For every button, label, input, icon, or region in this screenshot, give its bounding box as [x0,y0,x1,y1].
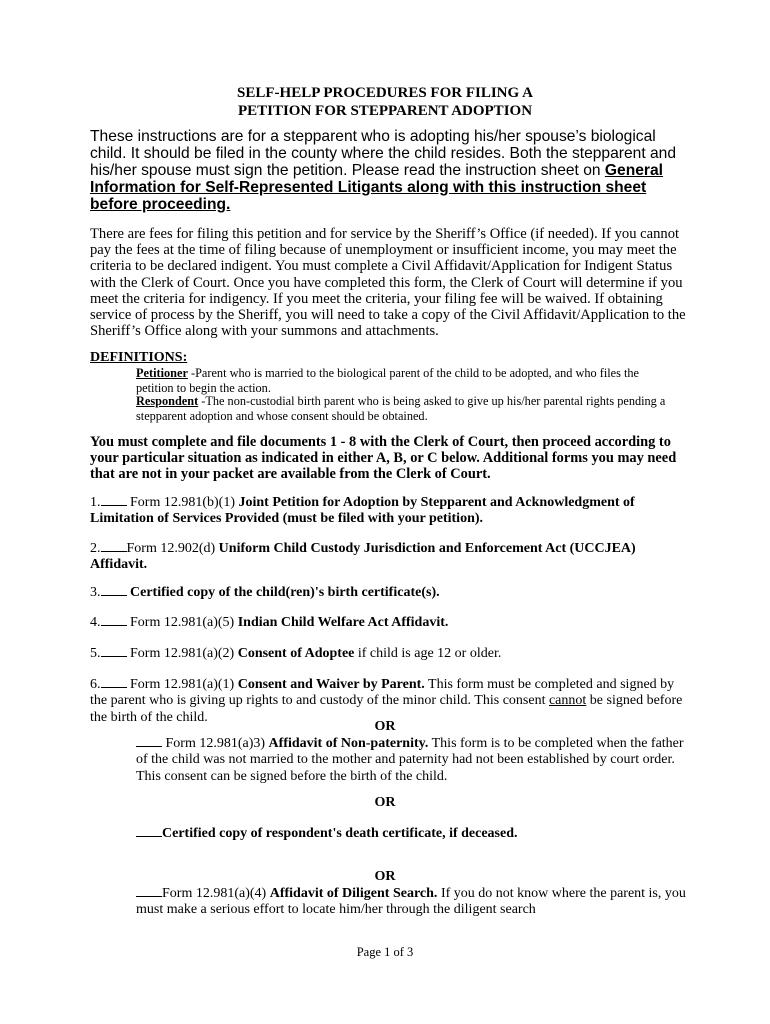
intro-emphasis: General Information for Self-Represented Litigants along with this instruction sheet before proceeding. [90,162,663,213]
check-blank [101,584,127,596]
check-blank [101,614,127,626]
fees-paragraph: There are fees for filing this petition and for service by the Sheriff’s Office (if needed). If you cannot pay the fees at the time of filing because of unemployment or insufficient income, you may meet the criteria to be declared indigent. You must complete a Civil Affidavit/Application for Indigent Status with the Clerk of Court. Once you have completed this form, the Clerk of Court will determine if you meet the criteria for indigency. If you meet the criteria, your filing fee will be waived. If obtaining service of process by the Sheriff, you will need to take a copy of the Civil Affidavit/Application to the Sheriff’s Office along with your summons and attachments. [90,226,686,340]
or-separator-3: OR [374,869,396,884]
form-title: Certified copy of the child(ren)'s birth certificate(s). [126,585,440,600]
definitions-heading [90,350,690,366]
list-item-2 [90,540,690,574]
or-separator-2: OR [374,795,396,810]
definition-petitioner [136,366,676,395]
definitions-heading-colon: : [182,350,188,365]
form-title: Consent and Waiver by Parent. [237,677,425,692]
title-line-2: PETITION FOR STEPPARENT ADOPTION [237,103,533,119]
list-item-1 [90,494,690,528]
item-number: 2. [90,541,101,556]
item-number: 1. [90,495,101,510]
form-number: Form 12.981(b)(1) [126,495,239,510]
form-title: Indian Child Welfare Act Affidavit. [237,615,449,630]
list-item-3 [90,584,690,601]
definitions-heading-text: DEFINITIONS [90,350,183,365]
form-note-emphasis: cannot [548,693,587,709]
or-separator-1: OR [374,719,396,734]
list-item-4 [90,614,690,631]
form-note-end: be signed before the birth of the child. [90,693,683,725]
sub-item-non-paternity [136,735,696,785]
form-number: Form 12.902(d) [126,541,219,556]
form-note: If you do not know where the parent is, you must make a serious effort to locate him/her through the diligent search [136,886,686,918]
definition-text-respondent: -The non-custodial birth parent who is being asked to give up his/her parental rights pending a stepparent adoption and whose consent should be obtained. [136,394,666,423]
item-number: 4. [90,615,101,630]
check-blank [101,540,127,552]
document-title [90,84,680,120]
form-title: Uniform Child Custody Jurisdiction and Enforcement Act (UCCJEA) Affidavit. [90,541,636,573]
form-note: if child is age 12 or older. [354,646,502,661]
check-blank [101,494,127,506]
form-title: Joint Petition for Adoption by Stepparent and Acknowledgment of Limitation of Services Provided (must be filed with your petition). [90,495,635,527]
form-number: Form 12.981(a)3) [162,736,269,751]
item-number: 5. [90,646,101,661]
must-complete-paragraph: You must complete and file documents 1 - 8 with the Clerk of Court, then proceed according to your particular situation as indicated in either A, B, or C below. Additional forms you may need that are not in your packet are available from the Clerk of Court. [90,434,677,483]
check-blank [136,735,162,747]
form-note: This form is to be completed when the father of the child was not married to the mother and paternity had not been established by court order. This consent can be signed before the birth of the child. [136,736,684,784]
definition-term-petitioner: Petitioner [136,366,188,380]
check-blank [101,645,127,657]
form-number: Form 12.981(a)(2) [126,646,238,661]
definition-text-petitioner: -Parent who is married to the biological parent of the child to be adopted, and who files the petition to begin the action. [136,366,640,395]
definition-term-respondent: Respondent [136,394,199,408]
form-title: Consent of Adoptee [237,646,355,661]
check-blank [136,825,162,837]
form-title: Affidavit of Non-paternity. [268,736,429,751]
list-item-5 [90,645,690,662]
intro-paragraph [90,128,690,213]
check-blank [101,676,127,688]
form-number: Form 12.981(a)(5) [126,615,238,630]
sub-item-death-certificate [136,825,696,842]
form-number: Form 12.981(a)(1) [126,677,238,692]
check-blank [136,885,162,897]
form-title: Certified copy of respondent's death certificate, if deceased. [162,826,518,841]
definition-respondent [136,394,676,423]
item-number: 3. [90,585,101,600]
form-title: Affidavit of Diligent Search. [269,886,438,901]
intro-text: These instructions are for a stepparent who is adopting his/her spouse’s biological child. It should be filed in the county where the child resides. Both the stepparent and his/her spouse must sign the petition. Please read the instruction sheet on [90,128,676,179]
form-number: Form 12.981(a)(4) [162,886,270,901]
sub-item-diligent-search [136,885,696,919]
title-line-1: SELF-HELP PROCEDURES FOR FILING A [237,85,533,101]
item-number: 6. [90,677,101,692]
page-footer: Page 1 of 3 [356,945,414,959]
form-note: This form must be completed and signed by the parent who is giving up rights to and custody of the minor child. This consent [90,677,675,709]
